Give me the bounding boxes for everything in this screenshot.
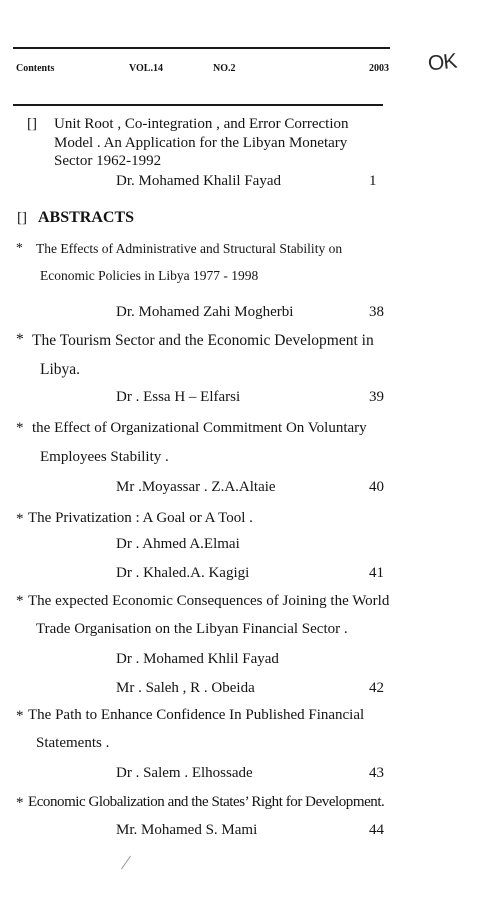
entry-bullet: * [16, 240, 23, 255]
entry-bullet: * [16, 593, 24, 609]
entry-author: Dr . Mohamed Khlil Fayad [116, 651, 279, 667]
issue-number-label: NO.2 [213, 63, 236, 74]
entry-title-line: Employees Stability . [40, 449, 169, 465]
lead-article-page-number: 1 [369, 173, 377, 189]
entry-title-line: The Path to Enhance Confidence In Published Financial [28, 707, 365, 723]
lead-article-bullet: [] [27, 116, 37, 132]
lead-article-title-line: Unit Root , Co-integration , and Error Correction [54, 116, 349, 132]
entry-bullet: * [16, 331, 24, 348]
entry-title-line: Libya. [40, 361, 81, 378]
entry-title-line: The Privatization : A Goal or A Tool . [28, 510, 253, 526]
volume-label: VOL.14 [129, 63, 163, 74]
entry-title-line: Trade Organisation on the Libyan Financial Sector . [36, 621, 348, 637]
entry-title-line: the Effect of Organizational Commitment On Voluntary [32, 420, 367, 436]
entry-bullet: * [16, 708, 24, 724]
handwritten-ok-mark: OK [426, 49, 458, 76]
abstracts-heading: ABSTRACTS [38, 209, 135, 226]
contents-label: Contents [16, 63, 55, 74]
entry-title-line: Economic Globalization and the States’ Right for Development. [28, 794, 385, 810]
entry-title-line: Statements . [36, 735, 110, 751]
entry-author: Dr . Essa H – Elfarsi [116, 389, 241, 405]
year-label: 2003 [369, 63, 389, 74]
entry-author: Dr . Salem . Elhossade [116, 765, 253, 781]
entry-title-line: The Tourism Sector and the Economic Development in [32, 332, 374, 349]
lead-article-title-line: Model . An Application for the Libyan Monetary [54, 135, 348, 151]
entry-page-number: 43 [369, 765, 384, 781]
entry-title-line: The expected Economic Consequences of Joining the World [28, 593, 390, 609]
header-top-rule [13, 47, 390, 49]
entry-bullet: * [16, 511, 24, 527]
lead-article-author: Dr. Mohamed Khalil Fayad [116, 173, 281, 189]
entry-page-number: 42 [369, 680, 384, 696]
entry-title-line: Economic Policies in Libya 1977 - 1998 [40, 268, 259, 283]
entry-author: Dr . Khaled.A. Kagigi [116, 565, 250, 581]
entry-page-number: 40 [369, 479, 384, 495]
header-bottom-rule [13, 104, 383, 106]
entry-bullet: * [16, 420, 24, 436]
entry-bullet: * [16, 795, 24, 811]
entry-page-number: 38 [369, 304, 384, 320]
lead-article-title-line: Sector 1962-1992 [54, 153, 162, 169]
pencil-stroke [121, 856, 131, 870]
entry-title-line: The Effects of Administrative and Structural Stability on [36, 241, 343, 256]
entry-page-number: 41 [369, 565, 384, 581]
entry-page-number: 44 [369, 822, 384, 838]
entry-author: Mr .Moyassar . Z.A.Altaie [116, 479, 276, 495]
entry-author: Dr. Mohamed Zahi Mogherbi [116, 304, 294, 320]
entry-author: Dr . Ahmed A.Elmai [116, 536, 240, 552]
entry-author: Mr . Saleh , R . Obeida [116, 680, 255, 696]
entry-page-number: 39 [369, 389, 384, 405]
entry-author: Mr. Mohamed S. Mami [116, 822, 258, 838]
abstracts-heading-bullet: [] [17, 210, 27, 226]
